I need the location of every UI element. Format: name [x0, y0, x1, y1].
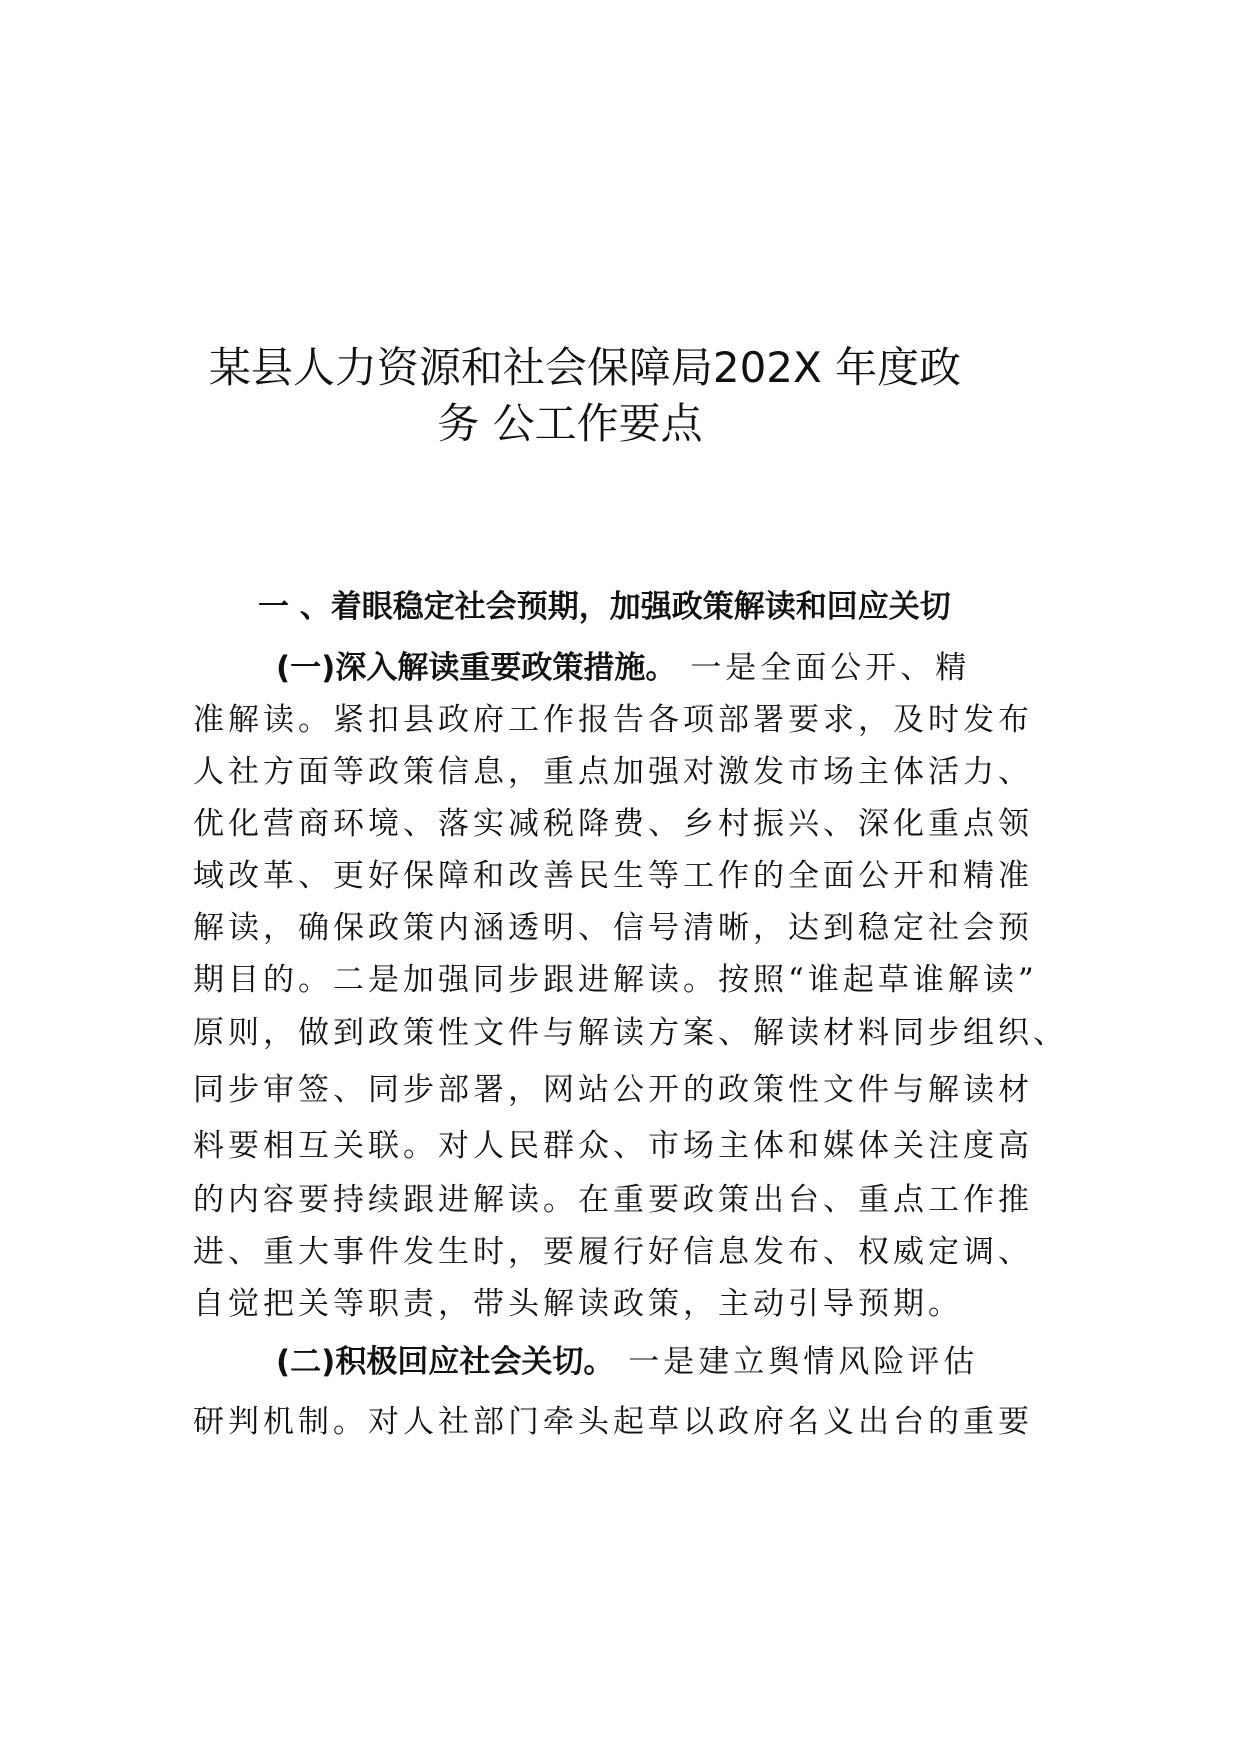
- paragraph-line: 料要相互关联。对人民群众、市场主体和媒体关注度高: [193, 1128, 1033, 1164]
- title-line-1: 某县人力资源和社会保障局202X 年度政: [208, 343, 962, 392]
- paragraph-line: 解读，确保政策内涵透明、信号清晰，达到稳定社会预: [193, 910, 1033, 946]
- paragraph-line: 进、重大事件发生时，要履行好信息发布、权威定调、: [193, 1234, 1033, 1270]
- section-heading-1: 一 、着眼稳定社会预期，加强政策解读和回应关切: [258, 589, 951, 625]
- title-line-2: 务 公工作要点: [437, 399, 703, 448]
- subsection-heading-1: (一)深入解读重要政策措施。: [276, 650, 677, 686]
- paragraph-line: 域改革、更好保障和改善民生等工作的全面公开和精准: [193, 858, 1033, 894]
- paragraph-line: 研判机制。对人社部门牵头起草以政府名义出台的重要: [193, 1404, 1033, 1440]
- paragraph-line: 期目的。二是加强同步跟进解读。按照“谁起草谁解读”: [193, 962, 1038, 998]
- paragraph-line: 准解读。紧扣县政府工作报告各项部署要求，及时发布: [193, 702, 1033, 738]
- subsection-heading-2: (二)积极回应社会关切。: [276, 1344, 615, 1380]
- paragraph-line: 优化营商环境、落实减税降费、乡村振兴、深化重点领: [193, 806, 1033, 842]
- paragraph-2-lead-text: 一是建立舆情风险评估: [614, 1344, 979, 1380]
- paragraph-line: 同步审签、同步部署，网站公开的政策性文件与解读材: [193, 1072, 1033, 1108]
- paragraph-line: 人社方面等政策信息，重点加强对激发市场主体活力、: [193, 754, 1033, 790]
- paragraph-line: 原则，做到政策性文件与解读方案、解读材料同步组织、: [193, 1015, 1068, 1051]
- paragraph-line: 的内容要持续跟进解读。在重要政策出台、重点工作推: [193, 1182, 1033, 1218]
- paragraph-1-first-line: [276, 648, 970, 688]
- document-title: [0, 340, 1240, 452]
- paragraph-1-lead-text: 一是全面公开、精: [676, 650, 971, 686]
- paragraph-2-first-line: [276, 1342, 978, 1382]
- paragraph-line: 自觉把关等职责，带头解读政策，主动引导预期。: [193, 1286, 963, 1322]
